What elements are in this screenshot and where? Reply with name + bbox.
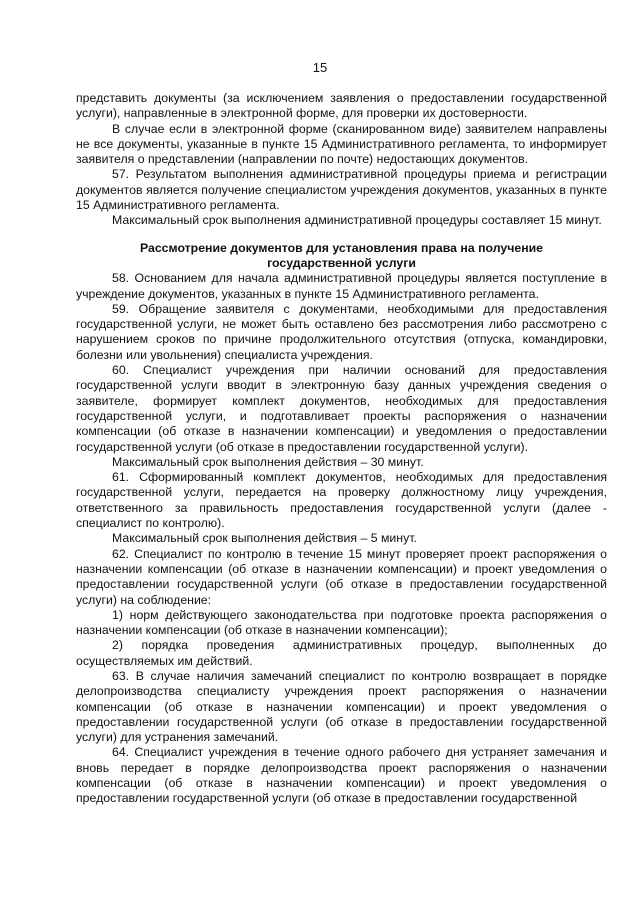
- paragraph: 59. Обращение заявителя с документами, необходимыми для предоставления государственной услуги, не может быть оставлено без рассмотрения либо рассмотрено с нарушением сроков по причине продолжительного отсутствия (отпуска, командировки, болезни или увольнения) специалиста учреждения.: [76, 301, 607, 362]
- document-body: [76, 91, 607, 807]
- paragraph: представить документы (за исключением заявления о предоставлении государственной услуги), направленные в электронной форме, для проверки их достоверности.: [76, 91, 607, 121]
- paragraph: Максимальный срок выполнения действия – 30 минут.: [112, 454, 424, 469]
- paragraph: 57. Результатом выполнения административной процедуры приема и регистрации документов является получение специалистом учреждения документов, указанных в пункте 15 Административного регламента.: [76, 167, 607, 213]
- paragraph: 61. Сформированный комплект документов, необходимых для предоставления государственной услуги, передается на проверку должностному лицу учреждения, ответственного за правильность предоставления государственной услуги (далее - специалист по контролю).: [76, 470, 607, 531]
- paragraph: Максимальный срок выполнения административной процедуры составляет 15 минут.: [112, 213, 602, 228]
- paragraph: Максимальный срок выполнения действия – 5 минут.: [112, 531, 417, 546]
- section-heading: [76, 241, 607, 272]
- paragraph: 1) норм действующего законодательства при подготовке проекта распоряжения о назначении компенсации (об отказе в назначении компенсации);: [76, 607, 607, 638]
- paragraph: 63. В случае наличия замечаний специалист по контролю возвращает в порядке делопроизводства специалисту учреждения проект распоряжения о назначении компенсации (об отказе в назначении компенсации) и проект уведомления о предоставлении государственной услуги (об отказе в предоставлении государственной услуги) для устранения замечаний.: [76, 668, 607, 745]
- paragraph: 2) порядка проведения административных процедур, выполненных до осуществляемых им действий.: [76, 638, 607, 668]
- paragraph: 60. Специалист учреждения при наличии оснований для предоставления государственной услуги вводит в электронную базу данных учреждения сведения о заявителе, формирует комплект документов, необходимых для предоставления государственной услуги, и подготавливает проекты распоряжения о назначении компенсации (об отказе в назначении компенсации) и уведомления о предоставлении государственной услуги (об отказе в предоставлении государственной услуги).: [76, 363, 607, 454]
- paragraph: 64. Специалист учреждения в течение одного рабочего дня устраняет замечания и вновь передает в порядке делопроизводства проект распоряжения о назначении компенсации (об отказе в назначении компенсации) и проект уведомления о предоставлении государственной услуги (об отказе в предоставлении государственной: [76, 745, 607, 806]
- section-heading-line: государственной услуги: [267, 255, 416, 270]
- paragraph: 58. Основанием для начала административной процедуры является поступление в учреждение документов, указанных в пункте 15 Административного регламента.: [76, 271, 607, 301]
- section-heading-line: Рассмотрение документов для установления права на получение: [139, 240, 544, 255]
- paragraph: В случае если в электронной форме (сканированном виде) заявителем направлены не все документы, указанные в пункте 15 Административного регламента, то информирует заявителя о представлении (направлении по почте) недостающих документов.: [76, 121, 607, 167]
- paragraph: 62. Специалист по контролю в течение 15 минут проверяет проект распоряжения о назначении компенсации (об отказе в назначении компенсации) и проект уведомления о предоставлении государственной услуги (об отказе в предоставлении государственной услуги) на соблюдение:: [76, 546, 607, 607]
- page-number: 15: [312, 60, 328, 75]
